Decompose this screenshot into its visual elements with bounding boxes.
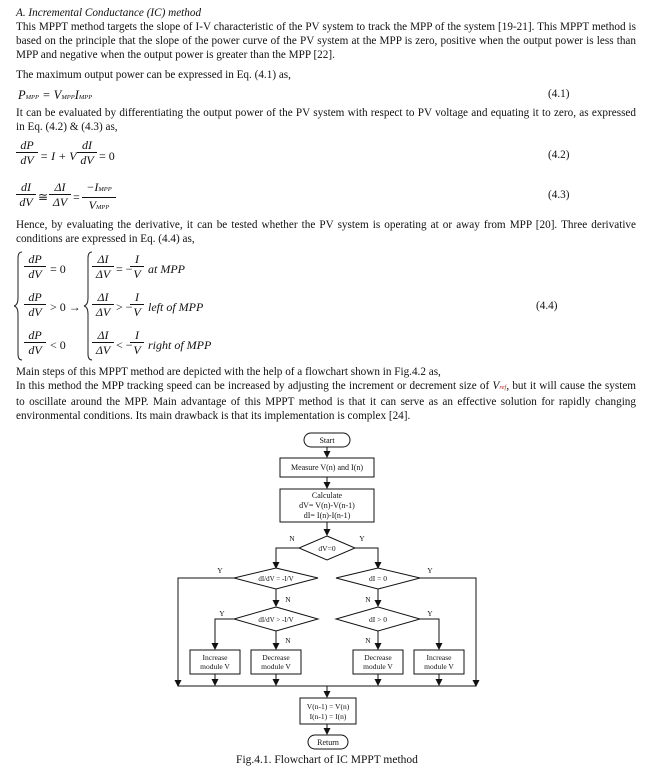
equation-number: (4.2) — [548, 149, 570, 161]
label-n: N — [285, 595, 291, 604]
ic-mppt-flowchart — [0, 428, 654, 754]
equation-number: (4.4) — [536, 300, 558, 312]
decrease-2-line1: Decrease — [364, 653, 392, 662]
calculate-line1: dV= V(n)-V(n-1) — [299, 501, 355, 510]
decision-didv-gt-label: dI/dV > -I/V — [258, 616, 294, 624]
decrease-1-line1: Decrease — [262, 653, 290, 662]
decision-di0-label: dI = 0 — [369, 574, 387, 583]
increase-1-line1: Increase — [202, 653, 228, 662]
decision-dv0-label: dV=0 — [318, 544, 336, 553]
label-n: N — [365, 636, 371, 645]
increase-2-line2: module V — [424, 662, 454, 671]
equation-number: (4.1) — [548, 88, 570, 100]
equation-4-1: PMPP = VMPPIMPP — [18, 88, 93, 102]
document-page: A. Incremental Conductance (IC) method This MPPT method targets the slope of I-V characteristic of the PV system to track the MPP of the system [19-21]. This MPPT method is based on the principle that the slope of the power curve of the PV system at the MPP is zero, positive when the output power is less than MPP and negative when the output power is greater than the MPP [22]. The maximum output power can be expressed in Eq. (4.1) as, PMPP = VMPPIMPP (4.1) It can be evaluated by differentiating the output power of the PV system with respect to PV voltage and equating it to zero, as expressed in Eq. (4.2) & (4.3) as, $\frac{dP}{dV}$ = I + V $\frac{dI}{dV}$ = 0 (4.2) $\frac{dI}{dV}$ ≅ $\frac{\Delta I}{\Delta V}$ = −IMPP VMPP (4.3) Hence, by evaluating the derivative, it can be tested whether the PV system is operating at or away from MPP [20]. Three derivative conditions are expressed in Eq. (4.4) as, $\frac{dP}{dV}$ = 0 $\frac{\Delta I}{\Delta V}$ = − $\frac{I}{V}$ at MPP $\frac{dP}{dV}$ > 0 → $\frac{\Delta I}{\Delta V}$ > − $\frac{I}{V}$ left of MPP $\frac{dP}{dV}$ < 0 $\frac{\Delta I}{\Delta V}$ < − $\frac{I}{V}$ right of MPP (4.4) Main steps of this MPPT method are depicted with the help of a flowchart shown in Fig.4.2 as, In this method the MPP tracking speed can be increased by adjusting the increment or decrement size of Vref, but it will cause the system to oscillate around the MPP. Main advantage of this MPPT method is that it can serve as an effective solution for rapidly changing environmental conditions. Its main drawback is that its implementation is complex [24]. Start Measure V(n) and I(n) Calculate dV= V(n)-V(n-1) dI= I(n)-I(n-1) dV=0 dI/dV = -I/V dI = 0 dI/dV > -I/V dI > 0 Increase module V Decrease module V Decrease module V Increase module V V(n-1) = V(n) I(n-1) = I(n) Return N Y Y Y N N Y Y N N Fig.4.1. Flowchart of IC MPPT method — [0, 0, 654, 771]
start-label: Start — [319, 436, 335, 445]
equation-number: (4.3) — [548, 189, 570, 201]
label-y: Y — [359, 534, 365, 543]
measure-label: Measure V(n) and I(n) — [290, 463, 364, 472]
return-label: Return — [317, 738, 339, 747]
paragraph-eq42-intro: It can be evaluated by differentiating the output power of the PV system with respect to PV voltage and equating it to zero, as expressed in Eq. (4.2) & (4.3) as, — [16, 107, 636, 133]
update-line2: I(n-1) = I(n) — [309, 712, 347, 721]
paragraph-flowchart-intro: Main steps of this MPPT method are depicted with the help of a flowchart shown in Fig.4.2 as, — [16, 366, 441, 378]
figure-caption: Fig.4.1. Flowchart of IC MPPT method — [236, 754, 418, 766]
decision-didv-eq-label: dI/dV = -I/V — [258, 575, 294, 583]
label-y: Y — [427, 609, 433, 618]
label-y: Y — [219, 609, 225, 618]
label-y: Y — [427, 566, 433, 575]
label-n: N — [289, 534, 295, 543]
paragraph-eq44-intro: Hence, by evaluating the derivative, it can be tested whether the PV system is operating at or away from MPP [20]. Three derivative conditions are expressed in Eq. (4.4) as, — [16, 219, 636, 245]
increase-1-line2: module V — [200, 662, 230, 671]
calculate-line2: dI= I(n)-I(n-1) — [303, 511, 351, 520]
calculate-title: Calculate — [311, 491, 343, 500]
increase-2-line1: Increase — [426, 653, 452, 662]
label-n: N — [285, 636, 291, 645]
paragraph-intro: This MPPT method targets the slope of I-V characteristic of the PV system to track the MPP of the system [19-21]. This MPPT method is based on the principle that the slope of the power curve of the PV system at the MPP is zero, positive when the output power is less than MPP and negative when the output power is greater than the MPP [22]. — [16, 21, 636, 61]
paragraph-discussion: In this method the MPP tracking speed can be increased by adjusting the increment or decrement size of Vref, but it will cause the system to oscillate around the MPP. Main advantage of this MPPT method is that it can serve as an effective solution for rapidly changing environmental conditions. Its main drawback is that its implementation is complex [24]. — [16, 380, 636, 422]
label-n: N — [365, 595, 371, 604]
decrease-2-line2: module V — [363, 662, 393, 671]
section-heading: A. Incremental Conductance (IC) method — [16, 7, 202, 19]
decrease-1-line2: module V — [261, 662, 291, 671]
decision-di-gt0-label: dI > 0 — [369, 615, 387, 624]
update-line1: V(n-1) = V(n) — [306, 702, 350, 711]
label-y: Y — [217, 566, 223, 575]
paragraph-eq41-intro: The maximum output power can be expressed in Eq. (4.1) as, — [16, 69, 291, 81]
